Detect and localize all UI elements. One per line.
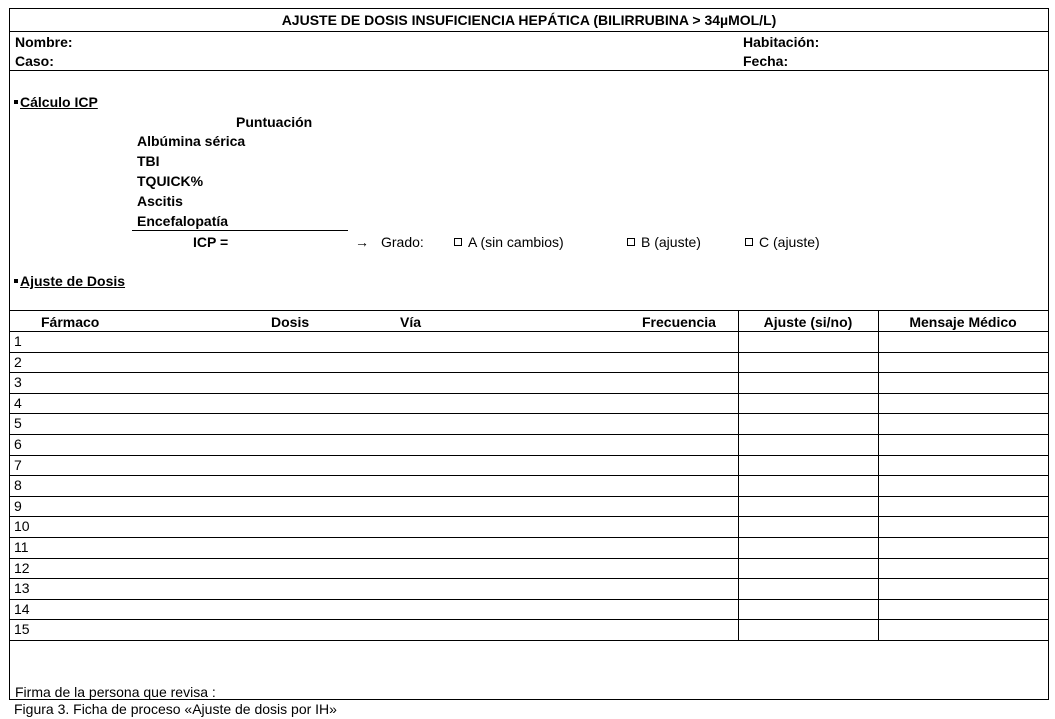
table-row-number[interactable]: 13 <box>14 580 30 596</box>
arrow-icon: → <box>355 234 369 250</box>
table-row-number[interactable]: 3 <box>14 374 22 390</box>
table-row-number[interactable]: 10 <box>14 518 30 534</box>
checkbox-icon[interactable] <box>627 238 635 246</box>
nombre-label: Nombre: <box>15 34 73 50</box>
col-via: Vía <box>400 314 422 330</box>
col-frecuencia: Frecuencia <box>642 314 716 330</box>
checkbox-icon[interactable] <box>745 238 753 246</box>
row-border <box>10 393 1048 394</box>
col-farmaco: Fármaco <box>41 314 100 330</box>
info-divider <box>10 70 1048 71</box>
col-dosis: Dosis <box>271 314 310 330</box>
grado-label: Grado: <box>381 234 424 250</box>
criterion-ascitis: Ascitis <box>137 193 183 209</box>
puntuacion-header: Puntuación <box>236 114 313 130</box>
row-border <box>10 537 1048 538</box>
table-row-number[interactable]: 11 <box>14 539 29 555</box>
sum-line <box>132 230 348 231</box>
col-mensaje: Mensaje Médico <box>909 314 1017 330</box>
habitacion-label: Habitación: <box>743 34 820 50</box>
row-border <box>10 455 1048 456</box>
table-top-border <box>10 310 1048 311</box>
row-border <box>10 496 1048 497</box>
table-row-number[interactable]: 1 <box>14 333 22 349</box>
form-title: AJUSTE DE DOSIS INSUFICIENCIA HEPÁTICA (BILIRRUBINA > 34µMOL/L) <box>281 12 777 28</box>
table-row-number[interactable]: 15 <box>14 621 30 637</box>
grade-option-c[interactable]: C (ajuste) <box>745 234 820 250</box>
row-border <box>10 599 1048 600</box>
table-row-number[interactable]: 6 <box>14 436 22 452</box>
table-bottom-border <box>10 640 1048 641</box>
criterion-encefalopatia: Encefalopatía <box>137 213 229 229</box>
table-row-number[interactable]: 8 <box>14 477 22 493</box>
table-row-number[interactable]: 4 <box>14 395 22 411</box>
table-row-number[interactable]: 2 <box>14 354 22 370</box>
criterion-albumina: Albúmina sérica <box>137 133 246 149</box>
bullet-icon <box>14 100 18 104</box>
firma-label: Firma de la persona que revisa : <box>15 684 216 700</box>
row-border <box>10 352 1048 353</box>
fecha-label: Fecha: <box>743 53 789 69</box>
col-ajuste: Ajuste (si/no) <box>763 314 853 330</box>
criterion-tquick: TQUICK% <box>137 173 204 189</box>
icp-label: ICP = <box>193 234 229 250</box>
table-row-number[interactable]: 7 <box>14 457 22 473</box>
row-border <box>10 434 1048 435</box>
row-border <box>10 475 1048 476</box>
dosis-section-title: Ajuste de Dosis <box>14 273 125 289</box>
bullet-icon <box>14 279 18 283</box>
title-divider <box>10 31 1048 32</box>
table-row-number[interactable]: 12 <box>14 560 30 576</box>
row-border <box>10 558 1048 559</box>
criterion-tbi: TBI <box>137 153 160 169</box>
row-border <box>10 619 1048 620</box>
row-border <box>10 516 1048 517</box>
caso-label: Caso: <box>15 53 54 69</box>
row-border <box>10 331 1048 332</box>
grade-option-b[interactable]: B (ajuste) <box>627 234 701 250</box>
row-border <box>10 372 1048 373</box>
row-border <box>10 413 1048 414</box>
dose-adjustment-form <box>9 8 1049 700</box>
icp-section-title: Cálculo ICP <box>14 94 98 110</box>
row-border <box>10 578 1048 579</box>
figure-caption: Figura 3. Ficha de proceso «Ajuste de dosis por IH» <box>14 701 337 717</box>
table-row-number[interactable]: 14 <box>14 601 30 617</box>
table-row-number[interactable]: 9 <box>14 498 22 514</box>
grade-option-a[interactable]: A (sin cambios) <box>454 234 564 250</box>
table-row-number[interactable]: 5 <box>14 415 22 431</box>
checkbox-icon[interactable] <box>454 238 462 246</box>
